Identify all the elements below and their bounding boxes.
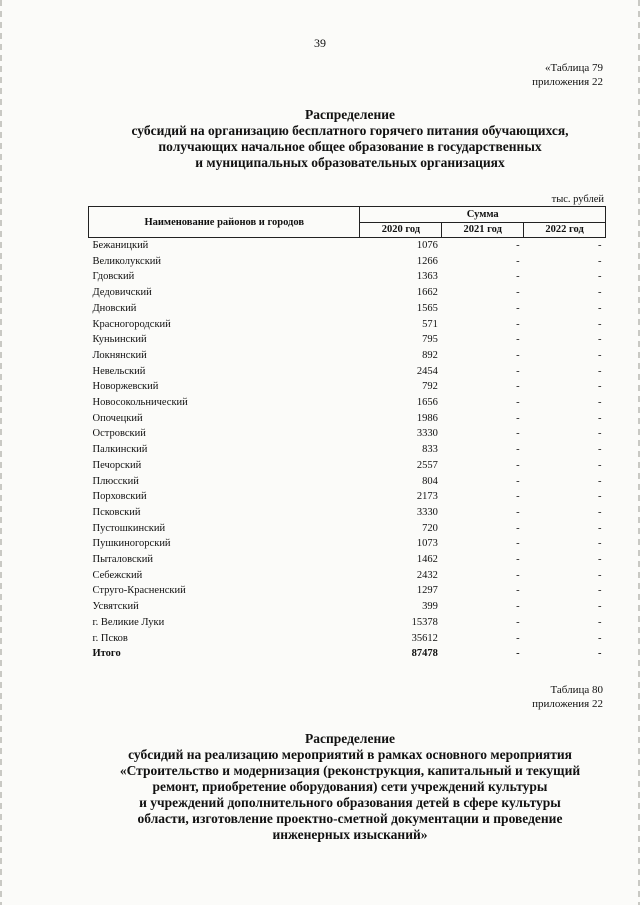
value-2020-cell: 1266 [416,255,438,267]
value-2022-cell: - [598,412,602,424]
value-2022-cell: - [598,444,602,456]
value-2020-cell: 892 [422,349,438,361]
table79-ref-line2: приложения 22 [532,76,603,88]
district-name-cell: Порховский [92,491,147,503]
table79-title-line: Распределение [304,107,396,122]
value-2020-cell: 1076 [416,240,438,251]
value-2020-cell: 3330 [416,428,438,440]
table80-title-line: ремонт, приобретение оборудования) сети учреждений культуры [152,779,548,794]
district-name-cell: Печорский [92,459,142,471]
units-label: тыс. рублей [551,194,604,205]
district-name-cell: Дедовичский [92,287,152,299]
total-row [89,646,606,662]
value-2020-cell: 15378 [411,616,438,628]
value-2021-cell: - [516,287,520,299]
district-name-cell: Усвятский [92,601,139,613]
district-name-cell: Гдовский [92,271,135,283]
value-2020-cell: 399 [422,601,438,613]
value-2021-cell: - [516,491,520,503]
scan-edge-left [0,0,2,905]
district-name-cell: Пушкиногорский [92,538,171,550]
district-name-cell: Псковский [92,506,141,518]
value-2022-cell: - [598,334,602,346]
value-2020-cell: 720 [422,522,438,534]
value-2020-cell: 1565 [416,302,438,314]
page-number: 39 [314,36,326,50]
district-name-cell: Палкинский [92,444,148,456]
table-row [89,552,606,568]
value-2022-cell: - [598,318,602,330]
table-row [89,238,606,254]
value-2022-cell: - [598,287,602,299]
table-row [89,442,606,458]
value-2022-cell: - [598,554,602,566]
value-2021-cell: - [516,632,520,644]
table-row [89,536,606,552]
district-name-cell: Опочецкий [92,412,143,424]
value-2020-cell: 2173 [416,491,438,503]
value-2020-cell: 1662 [416,287,438,299]
value-2020-cell: 1656 [416,397,438,409]
value-2021-cell: - [516,506,520,518]
table-row [89,254,606,270]
value-2021-cell: - [516,381,520,393]
value-2021-cell: - [516,475,520,487]
table80-title-line: инженерных изысканий» [272,827,428,842]
value-2022-cell: - [598,648,602,660]
table-row [89,583,606,599]
district-name-cell: Дновский [92,302,137,314]
table80-title-line: и учреждений дополнительного образования детей в сфере культуры [139,795,561,810]
value-2021-cell: - [516,365,520,377]
table-row [89,348,606,364]
subsidy-table [88,206,606,662]
district-name-cell: Локнянский [92,349,147,361]
table-row [89,411,606,427]
header-2020: 2020 год [360,222,442,238]
table-row [89,395,606,411]
value-2020-cell: 1297 [416,585,438,597]
table-row [89,521,606,537]
value-2022-cell: - [598,522,602,534]
table-row [89,317,606,333]
table-row [89,285,606,301]
district-name-cell: Невельский [92,365,146,377]
value-2020-cell: 833 [422,444,438,456]
value-2021-cell: - [516,255,520,267]
value-2021-cell: - [516,601,520,613]
value-2022-cell: - [598,381,602,393]
district-name-cell: Пыталовский [92,554,153,566]
value-2021-cell: - [516,648,520,660]
value-2022-cell: - [598,428,602,440]
value-2022-cell: - [598,302,602,314]
table-row [89,615,606,631]
district-name-cell: Куньинский [92,334,147,346]
table-row [89,364,606,380]
district-name-cell: Итого [92,648,121,660]
table-row [89,489,606,505]
district-name-cell: Красногородский [92,318,171,330]
table-row [89,269,606,285]
header-sum: Сумма [360,207,606,223]
value-2022-cell: - [598,397,602,409]
value-2020-cell: 87478 [411,648,438,660]
value-2022-cell: - [598,506,602,518]
value-2021-cell: - [516,569,520,581]
table-row [89,458,606,474]
table79-title-line: и муниципальных образовательных организациях [195,155,505,170]
district-name-cell: Плюсский [92,475,139,487]
value-2020-cell: 2557 [416,459,438,471]
value-2021-cell: - [516,302,520,314]
table-row [89,332,606,348]
table79-title-line: получающих начальное общее образование в государственных [158,139,542,154]
value-2021-cell: - [516,554,520,566]
value-2022-cell: - [598,538,602,550]
header-2021: 2021 год [442,222,524,238]
header-2022: 2022 год [524,222,606,238]
district-name-cell: Себежский [92,569,143,581]
table79-reference [532,61,603,89]
value-2020-cell: 2454 [416,365,438,377]
value-2020-cell: 795 [422,334,438,346]
value-2022-cell: - [598,616,602,628]
table80-title-line: Распределение [304,731,396,746]
value-2020-cell: 792 [422,381,438,393]
table-row [89,568,606,584]
value-2020-cell: 571 [422,318,438,330]
district-name-cell: г. Великие Луки [92,616,165,628]
table79-title [70,107,630,171]
table80-title [70,731,630,843]
value-2021-cell: - [516,412,520,424]
table80-reference [532,683,603,711]
header-name: Наименование районов и городов [89,207,360,238]
district-name-cell: Пустошкинский [92,522,166,534]
table-row [89,631,606,647]
table80-ref-line2: приложения 22 [532,698,603,710]
value-2021-cell: - [516,459,520,471]
value-2021-cell: - [516,428,520,440]
value-2022-cell: - [598,271,602,283]
value-2022-cell: - [598,240,602,251]
value-2021-cell: - [516,318,520,330]
value-2021-cell: - [516,397,520,409]
table-row [89,505,606,521]
value-2021-cell: - [516,585,520,597]
table-row [89,379,606,395]
value-2020-cell: 1986 [416,412,438,424]
value-2021-cell: - [516,616,520,628]
district-name-cell: Новосокольнический [92,397,188,409]
table-row [89,474,606,490]
value-2021-cell: - [516,444,520,456]
value-2022-cell: - [598,459,602,471]
value-2020-cell: 3330 [416,506,438,518]
table-row [89,599,606,615]
district-name-cell: Великолукский [92,255,162,267]
table80-ref-line1: Таблица 80 [550,684,603,696]
value-2021-cell: - [516,271,520,283]
value-2022-cell: - [598,601,602,613]
district-name-cell: г. Псков [92,632,128,644]
value-2020-cell: 1073 [416,538,438,550]
table80-title-line: области, изготовление проектно-сметной документации и проведение [137,811,563,826]
value-2022-cell: - [598,475,602,487]
value-2022-cell: - [598,585,602,597]
district-name-cell: Бежаницкий [92,240,149,251]
value-2020-cell: 35612 [411,632,438,644]
value-2022-cell: - [598,632,602,644]
district-name-cell: Струго-Красненский [92,585,186,597]
value-2021-cell: - [516,522,520,534]
value-2022-cell: - [598,491,602,503]
value-2021-cell: - [516,349,520,361]
table-row [89,301,606,317]
value-2021-cell: - [516,334,520,346]
value-2022-cell: - [598,255,602,267]
value-2020-cell: 1462 [416,554,438,566]
table79-title-line: субсидий на организацию бесплатного горячего питания обучающихся, [131,123,569,138]
district-name-cell: Новоржевский [92,381,159,393]
district-name-cell: Островский [92,428,146,440]
table80-title-line: субсидий на реализацию мероприятий в рамках основного мероприятия [128,747,572,762]
table79-ref-line1: «Таблица 79 [544,62,603,74]
value-2021-cell: - [516,240,520,251]
value-2020-cell: 2432 [416,569,438,581]
value-2021-cell: - [516,538,520,550]
value-2020-cell: 804 [422,475,438,487]
value-2022-cell: - [598,365,602,377]
table80-title-line: «Строительство и модернизация (реконструкция, капитальный и текущий [119,763,581,778]
value-2022-cell: - [598,349,602,361]
value-2020-cell: 1363 [416,271,438,283]
table-row [89,426,606,442]
value-2022-cell: - [598,569,602,581]
